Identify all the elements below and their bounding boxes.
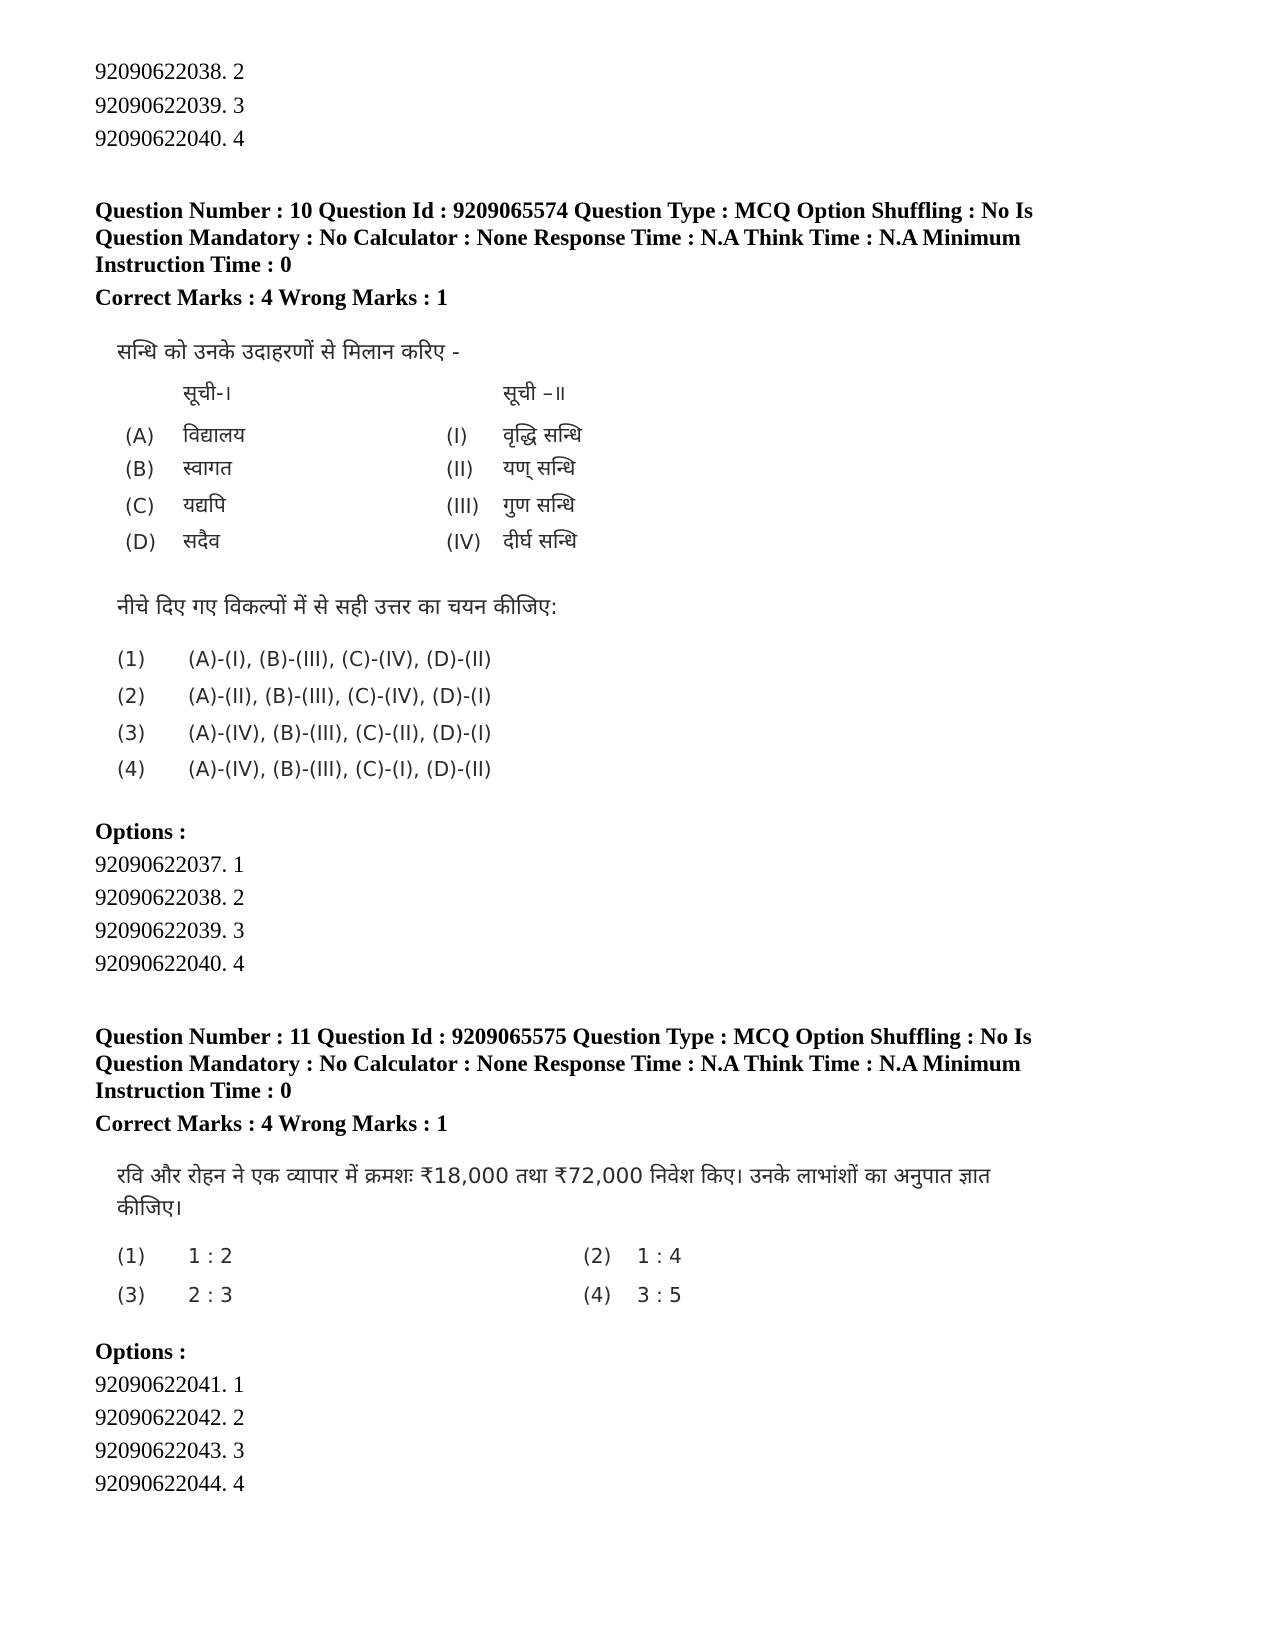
q10-row-roman: (III) (446, 494, 480, 518)
q10-choice-number: (1) (117, 647, 146, 671)
q10-choice-number: (3) (117, 721, 146, 745)
q10-row-roman: (I) (446, 424, 468, 448)
q11-option-line: 92090622044. 4 (95, 1471, 245, 1496)
q10-option-line: 92090622039. 3 (95, 918, 245, 943)
q10-choice-text: (A)-(IV), (B)-(III), (C)-(I), (D)-(II) (188, 757, 492, 781)
q10-list1-header: सूची-। (183, 381, 232, 405)
q10-option-line: 92090622040. 4 (95, 951, 245, 976)
q10-row-item: यद्यपि (183, 493, 226, 517)
q10-option-line: 92090622038. 2 (95, 885, 245, 910)
q10-prompt: सन्धि को उनके उदाहरणों से मिलान करिए - (117, 340, 460, 365)
q10-row-label: (A) (125, 424, 155, 448)
q10-options-label: Options : (95, 819, 187, 844)
q10-option-line: 92090622037. 1 (95, 852, 245, 877)
q11-options-label: Options : (95, 1339, 187, 1364)
q10-row-label: (D) (125, 530, 157, 554)
q10-row-item: सदैव (183, 529, 221, 553)
q10-row-match: यण् सन्धि (503, 456, 576, 480)
q11-prompt-line: कीजिए। (117, 1196, 183, 1221)
q10-row-match: दीर्घ सन्धि (503, 529, 578, 553)
q11-choice-text: 3 : 5 (637, 1283, 682, 1307)
q10-instruction: नीचे दिए गए विकल्पों में से सही उत्तर का चयन कीजिए: (117, 595, 558, 620)
q10-choice-text: (A)-(I), (B)-(III), (C)-(IV), (D)-(II) (188, 647, 492, 671)
q11-option-line: 92090622043. 3 (95, 1438, 245, 1463)
q10-marks: Correct Marks : 4 Wrong Marks : 1 (95, 285, 448, 310)
q10-row-match: वृद्धि सन्धि (503, 423, 582, 447)
q11-meta-line: Question Mandatory : No Calculator : None Response Time : N.A Think Time : N.A Minimum (95, 1051, 1021, 1076)
q10-choice-text: (A)-(II), (B)-(III), (C)-(IV), (D)-(I) (188, 684, 492, 708)
q11-marks: Correct Marks : 4 Wrong Marks : 1 (95, 1111, 448, 1136)
q11-option-line: 92090622042. 2 (95, 1405, 245, 1430)
q11-choice-text: 2 : 3 (188, 1283, 233, 1307)
q10-row-label: (C) (125, 494, 155, 518)
q11-choice-number: (4) (583, 1283, 612, 1307)
q10-choice-number: (2) (117, 684, 146, 708)
q11-meta-line: Question Number : 11 Question Id : 9209065575 Question Type : MCQ Option Shuffling : No Is (95, 1024, 1032, 1049)
q10-row-roman: (IV) (446, 530, 482, 554)
q11-choice-number: (1) (117, 1244, 146, 1268)
q10-meta-line: Question Number : 10 Question Id : 9209065574 Question Type : MCQ Option Shuffling : No Is (95, 198, 1034, 223)
q10-row-item: स्वागत (183, 456, 233, 480)
q11-meta-line: Instruction Time : 0 (95, 1078, 292, 1103)
q11-choice-number: (3) (117, 1283, 146, 1307)
q10-row-roman: (II) (446, 457, 474, 481)
q11-choice-number: (2) (583, 1244, 612, 1268)
prev-option-line: 92090622038. 2 (95, 59, 245, 84)
q10-choice-text: (A)-(IV), (B)-(III), (C)-(II), (D)-(I) (188, 721, 492, 745)
q11-prompt-line: रवि और रोहन ने एक व्यापार में क्रमशः ₹18,000 तथा ₹72,000 निवेश किए। उनके लाभांशों का अनुपात ज्ञात (117, 1164, 991, 1189)
q10-list2-header: सूची –॥ (503, 381, 566, 405)
q10-row-match: गुण सन्धि (503, 493, 576, 517)
q10-row-item: विद्यालय (183, 423, 246, 447)
q11-choice-text: 1 : 2 (188, 1244, 233, 1268)
q10-choice-number: (4) (117, 757, 146, 781)
prev-option-line: 92090622040. 4 (95, 126, 245, 151)
q11-option-line: 92090622041. 1 (95, 1372, 245, 1397)
prev-option-line: 92090622039. 3 (95, 93, 245, 118)
q11-choice-text: 1 : 4 (637, 1244, 682, 1268)
q10-row-label: (B) (125, 457, 155, 481)
q10-meta-line: Question Mandatory : No Calculator : None Response Time : N.A Think Time : N.A Minimum (95, 225, 1021, 250)
q10-meta-line: Instruction Time : 0 (95, 252, 292, 277)
